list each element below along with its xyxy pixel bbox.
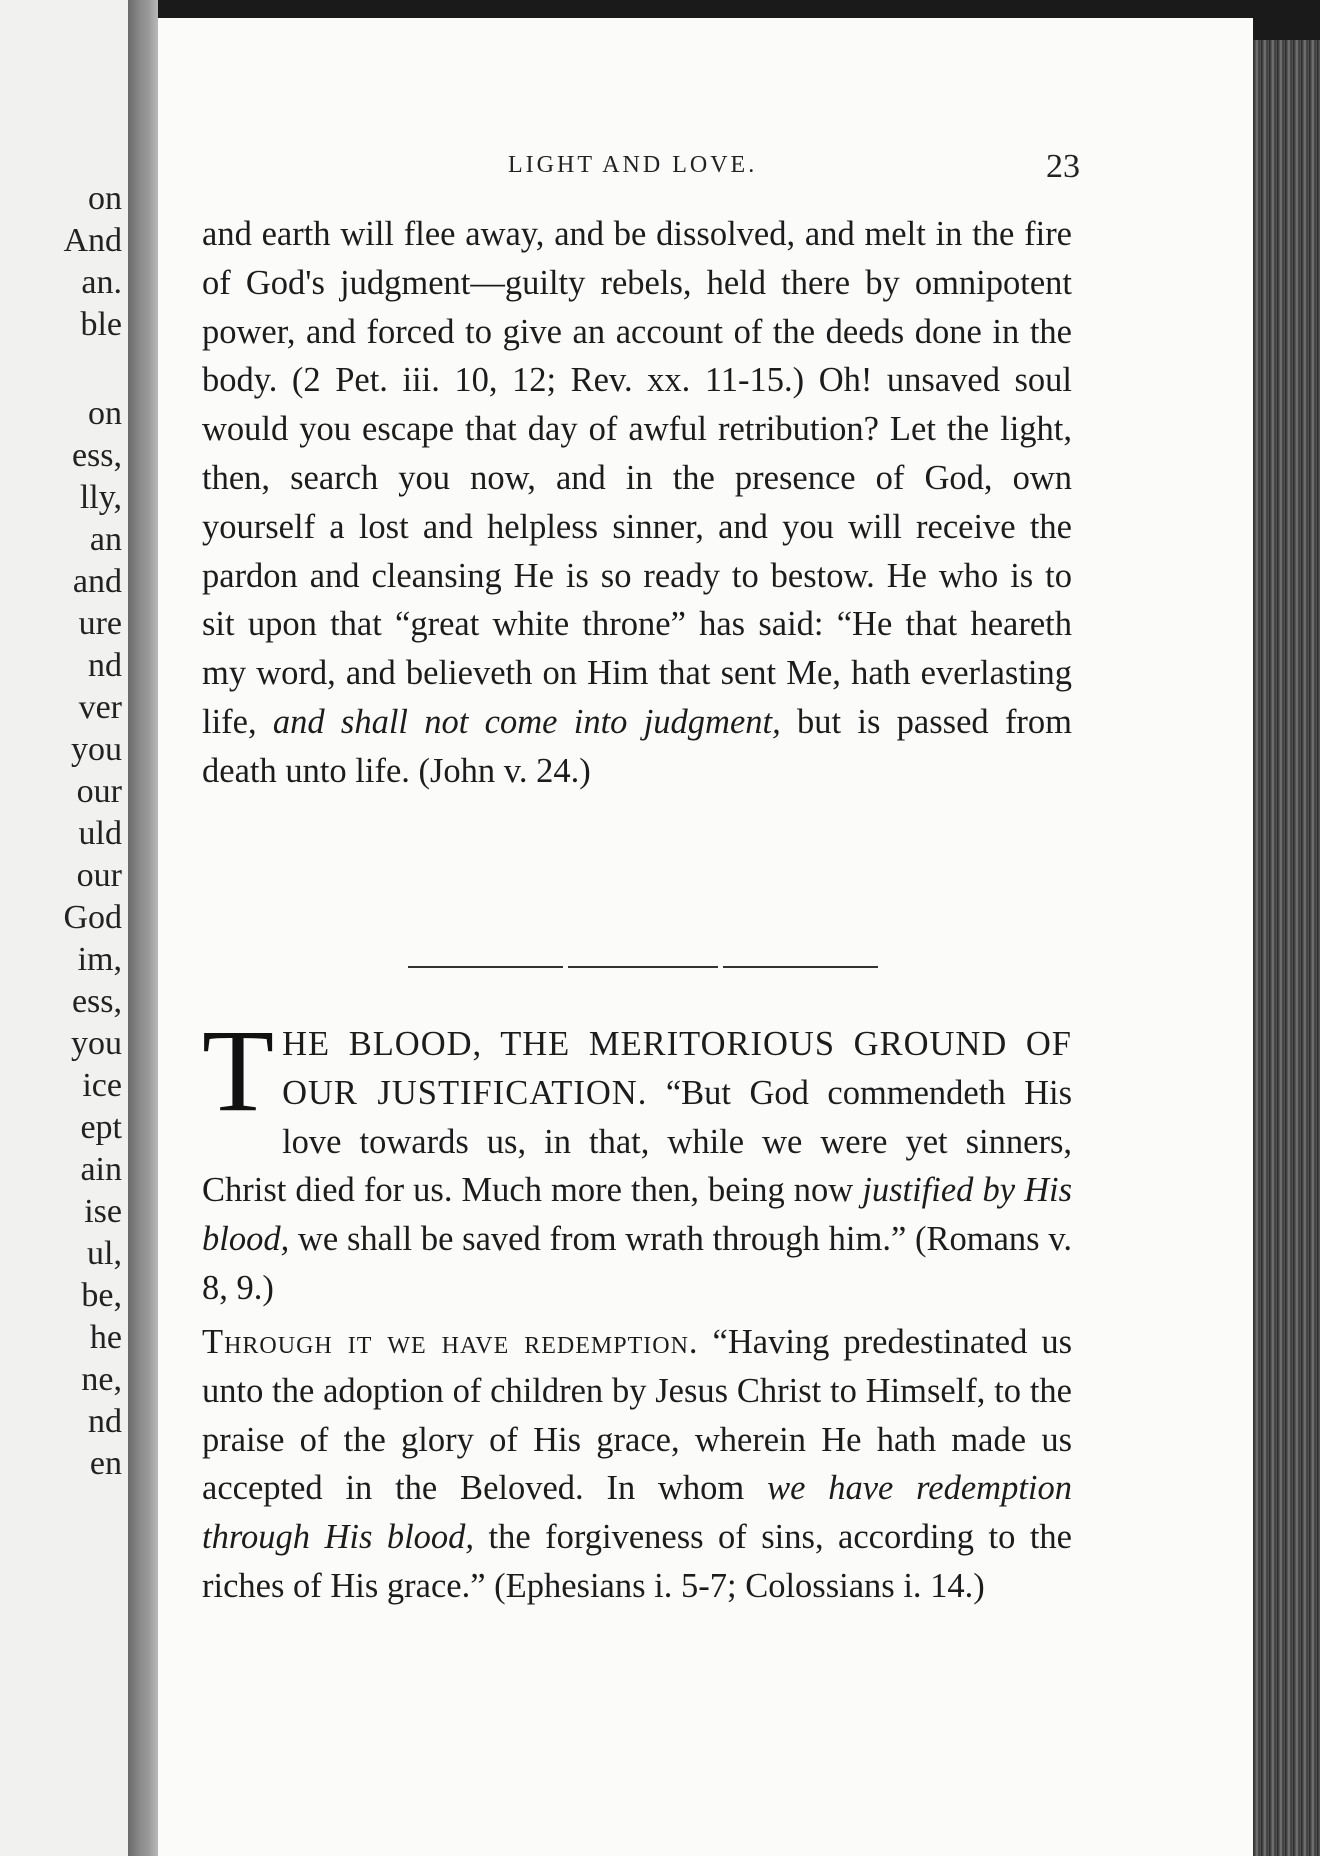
italic-phrase: justified by His blood,: [202, 1171, 1072, 1259]
prev-line: lly,: [79, 479, 122, 516]
paragraph-text: “Having predestinated us unto the adoption of children by Jesus Christ to Himself, to the praise of the glory of His grace, wherein He hath made us accepted in the Beloved. In whom: [202, 1323, 1072, 1508]
paragraph-redemption: [202, 1318, 1072, 1611]
prev-line: be,: [81, 1277, 122, 1314]
running-head: LIGHT AND LOVE.: [508, 152, 758, 178]
paragraph-text: “But God commendeth His love towards us, in that, while we were yet sinners, Christ died for us. Much more then, being now: [202, 1073, 1072, 1210]
prev-line: And: [63, 222, 122, 259]
prev-line: and: [72, 563, 122, 600]
prev-line: ain: [80, 1151, 122, 1188]
previous-page-fragment: [0, 0, 128, 1856]
prev-line: ice: [82, 1067, 122, 1104]
prev-line: ise: [84, 1193, 122, 1230]
page-header: [158, 148, 1253, 188]
italic-phrase: and shall not come into judgment,: [272, 702, 781, 741]
prev-line: ure: [78, 605, 122, 642]
prev-line: en: [89, 1445, 122, 1482]
drop-cap: T: [202, 1005, 275, 1136]
prev-line: he: [89, 1319, 122, 1356]
prev-line: on: [88, 180, 122, 217]
paragraph-text: and earth will flee away, and be dissolved, and melt in the fire of God's judgment—guilty rebels, held there by omnipotent power, and forced to give an account of the deeds done in the body. (2 Pet. iii. 10, 12; Rev. xx. 11-15.) Oh! unsaved soul would you escape that day of awful retribution? Let the light, then, search you now, and in the presence of God, own yourself a lost and helpless sinner, and you will receive the pardon and cleansing He is so ready to bestow. He who is to sit upon that “great white throne” has said: “He that heareth my word, and believeth on Him that sent Me, hath everlasting life,: [202, 215, 1072, 741]
section-heading: HE BLOOD, THE MERITORIOUS GROUND OF OUR JUSTIFICATION.: [282, 1025, 1072, 1112]
prev-line: an.: [81, 264, 122, 301]
prev-line: our: [76, 773, 122, 810]
page-number: 23: [1046, 148, 1080, 185]
italic-phrase: we have redemption through His blood,: [202, 1469, 1073, 1557]
prev-line: our: [76, 857, 122, 894]
page-edges: [1253, 40, 1320, 1856]
paragraph-text: but is passed from death unto life. (John v. 24.): [202, 702, 1073, 790]
prev-line: ver: [78, 689, 122, 726]
prev-line: ess,: [71, 983, 122, 1020]
book-gutter: [128, 0, 158, 1856]
prev-line: im,: [77, 941, 122, 978]
prev-line: God: [63, 899, 122, 936]
prev-line: ne,: [81, 1361, 122, 1398]
prev-line: you: [71, 1025, 122, 1062]
paragraph-continuation: [202, 210, 1072, 796]
prev-line: uld: [78, 815, 122, 852]
paragraph-text: we shall be saved from wrath through him.” (Romans v. 8, 9.): [202, 1220, 1072, 1307]
book-page: [158, 18, 1253, 1856]
prev-line: nd: [88, 647, 122, 684]
scan-background: [158, 0, 1320, 18]
section-divider: [408, 966, 878, 968]
paragraph-blood: [202, 1005, 1072, 1313]
prev-line: ble: [80, 306, 122, 343]
prev-line: an: [89, 521, 122, 558]
prev-line: ept: [80, 1109, 122, 1146]
prev-line: ul,: [87, 1235, 122, 1272]
prev-line: you: [71, 731, 122, 768]
section-heading: Through it we have redemption.: [202, 1323, 699, 1361]
prev-line: on: [88, 395, 122, 432]
prev-line: nd: [88, 1403, 122, 1440]
paragraph-text: the forgiveness of sins, according to the riches of His grace.” (Ephesians i. 5-7; Colossians i. 14.): [202, 1518, 1072, 1605]
prev-line: ess,: [71, 437, 122, 474]
